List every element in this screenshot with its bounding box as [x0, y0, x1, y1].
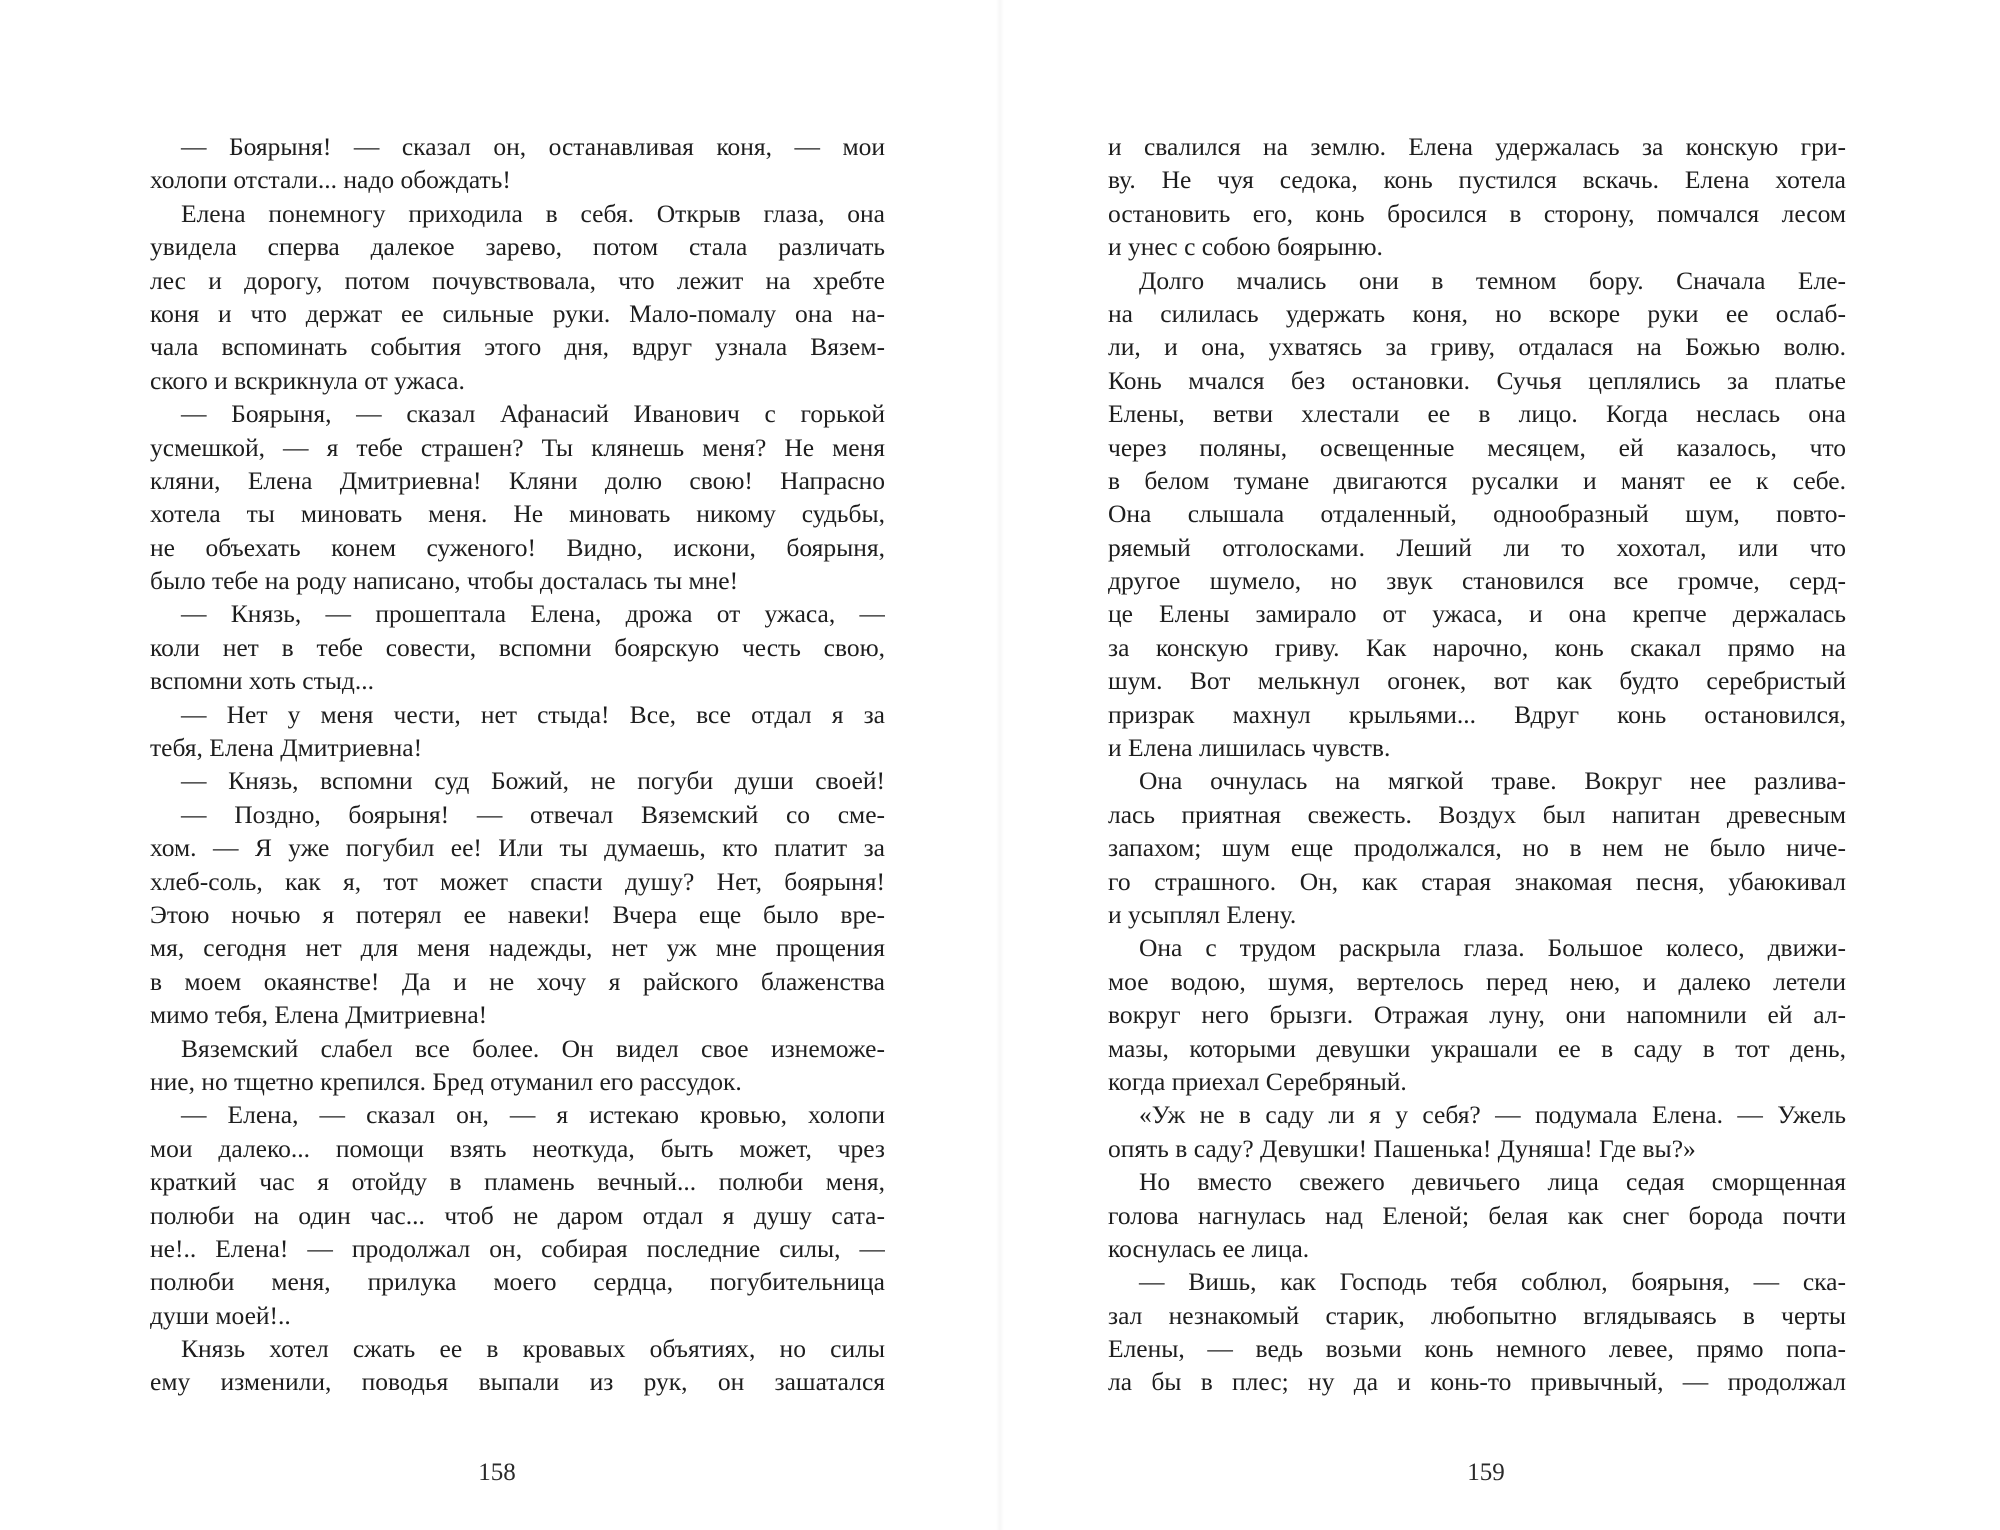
- text-line: Елена понемногу приходила в себя. Открыв глаза, она: [181, 198, 885, 228]
- text-line: через поляны, освещенные месяцем, ей казалось, что: [1108, 432, 1846, 462]
- text-line: го страшного. Он, как старая знакомая песня, убаюкивал: [1108, 866, 1846, 896]
- text-line: увидела сперва далекое зарево, потом стала различать: [150, 232, 885, 262]
- text-line: ла бы в плес; ну да и конь-то привычный, — продолжал: [1108, 1367, 1846, 1397]
- text-line: мазы, которыми девушки украшали ее в саду в тот день,: [1108, 1033, 1846, 1063]
- text-line: Елены, — ведь возьми конь немного левее, прямо попа-: [1108, 1334, 1846, 1364]
- text-line: Она очнулась на мягкой траве. Вокруг нее разлива-: [1139, 766, 1846, 796]
- text-line: — Елена, — сказал он, — я истекаю кровью, холопи: [181, 1100, 885, 1130]
- text-line: — Поздно, боярыня! — отвечал Вяземский со сме-: [181, 799, 885, 829]
- text-line: ского и вскрикнула от ужаса.: [150, 365, 465, 395]
- text-line: когда приехал Серебряный.: [1108, 1066, 1407, 1096]
- text-line: це Елены замирало от ужаса, и она крепче держалась: [1108, 599, 1846, 629]
- text-line: коли нет в тебе совести, вспомни боярскую честь свою,: [150, 632, 885, 662]
- text-line: лась приятная свежесть. Воздух был напитан древесным: [1108, 799, 1846, 829]
- text-line: в белом тумане двигаются русалки и манят ее к себе.: [1108, 465, 1846, 495]
- text-line: не объехать конем суженого! Видно, искони, боярыня,: [150, 532, 885, 562]
- text-line: ли, и она, ухватясь за гриву, отдалася на Божью волю.: [1108, 332, 1846, 362]
- text-line: кляни, Елена Дмитриевна! Кляни долю свою! Напрасно: [150, 465, 885, 495]
- right-page-text: [1108, 130, 1846, 1399]
- text-line: на силилась удержать коня, но вскоре руки ее ослаб-: [1108, 298, 1846, 328]
- text-line: опять в саду? Девушки! Пашенька! Дуняша! Где вы?»: [1108, 1133, 1696, 1163]
- text-line: — Нет у меня чести, нет стыда! Все, все отдал я за: [181, 699, 885, 729]
- text-line: Елены, ветви хлестали ее в лицо. Когда неслась она: [1108, 399, 1846, 429]
- text-line: хотела ты миновать меня. Не миновать никому судьбы,: [150, 499, 885, 529]
- text-line: холопи отстали... надо обождать!: [150, 165, 511, 195]
- text-line: полюби меня, прилука моего сердца, погубительница: [150, 1267, 885, 1297]
- text-line: хлеб-соль, как я, тот может спасти душу? Нет, боярыня!: [150, 866, 885, 896]
- right-page: [1000, 0, 2000, 1530]
- text-line: и Елена лишилась чувств.: [1108, 733, 1391, 763]
- text-line: Князь хотел сжать ее в кровавых объятиях, но силы: [181, 1334, 885, 1364]
- text-line: тебя, Елена Дмитриевна!: [150, 733, 423, 763]
- text-line: запахом; шум еще продолжался, но в нем не было ниче-: [1108, 833, 1846, 863]
- text-line: Но вместо свежего девичьего лица седая сморщенная: [1139, 1167, 1846, 1197]
- text-line: другое шумело, но звук становился все громче, серд-: [1108, 566, 1846, 596]
- text-line: призрак махнул крыльями... Вдруг конь остановился,: [1108, 699, 1846, 729]
- text-line: было тебе на роду написано, чтобы досталась ты мне!: [150, 566, 739, 596]
- text-line: Вяземский слабел все более. Он видел свое изнеможе-: [181, 1033, 885, 1063]
- text-line: полюби на один час... чтоб не даром отдал я душу сата-: [150, 1200, 885, 1230]
- text-line: и унес с собою боярыню.: [1108, 232, 1383, 262]
- text-line: Конь мчался без остановки. Сучья цеплялись за платье: [1108, 365, 1846, 395]
- text-line: шум. Вот мелькнул огонек, вот как будто серебристый: [1108, 666, 1846, 696]
- text-line: и свалился на землю. Елена удержалась за конскую гри-: [1108, 132, 1846, 161]
- text-line: и усыплял Елену.: [1108, 899, 1297, 929]
- text-line: зал незнакомый старик, любопытно вглядываясь в черты: [1108, 1300, 1846, 1330]
- text-line: мя, сегодня нет для меня надежды, нет уж мне прощения: [150, 933, 885, 963]
- text-line: мои далеко... помощи взять неоткуда, быть может, чрез: [150, 1133, 885, 1163]
- text-line: ему изменили, поводья выпали из рук, он зашатался: [150, 1367, 885, 1397]
- text-line: — Вишь, как Господь тебя соблюл, боярыня, — ска-: [1139, 1267, 1846, 1297]
- text-line: остановить его, конь бросился в сторону, помчался лесом: [1108, 198, 1846, 228]
- text-line: ряемый отголосками. Леший ли то хохотал, или что: [1108, 532, 1846, 562]
- text-line: за конскую гриву. Как нарочно, конь скакал прямо на: [1108, 632, 1846, 662]
- text-line: — Боярыня! — сказал он, останавливая коня, — мои: [181, 132, 885, 161]
- text-line: Этою ночью я потерял ее навеки! Вчера еще было вре-: [150, 899, 885, 929]
- left-page-text: [150, 130, 885, 1399]
- text-line: Она слышала отдаленный, однообразный шум, повто-: [1108, 499, 1846, 529]
- text-line: вокруг него брызги. Отражая луну, они напомнили ей ал-: [1108, 1000, 1846, 1030]
- text-line: чала вспоминать события этого дня, вдруг узнала Вязем-: [150, 332, 885, 362]
- text-line: голова нагнулась над Еленой; белая как снег борода почти: [1108, 1200, 1846, 1230]
- text-line: — Князь, — прошептала Елена, дрожа от ужаса, —: [181, 599, 885, 629]
- text-line: краткий час я отойду в пламень вечный... полюби меня,: [150, 1167, 885, 1197]
- text-line: коня и что держат ее сильные руки. Мало-помалу она на-: [150, 298, 885, 328]
- text-line: вспомни хоть стыд...: [150, 666, 374, 696]
- text-line: хом. — Я уже погубил ее! Или ты думаешь, кто платит за: [150, 833, 885, 863]
- text-line: мимо тебя, Елена Дмитриевна!: [150, 1000, 488, 1030]
- text-line: души моей!..: [150, 1300, 291, 1330]
- page-number: 158: [478, 1459, 516, 1486]
- text-line: ву. Не чуя седока, конь пустился вскачь. Елена хотела: [1108, 165, 1846, 195]
- text-line: не!.. Елена! — продолжал он, собирая последние силы, —: [150, 1233, 885, 1263]
- text-line: в моем окаянстве! Да и не хочу я райского блаженства: [150, 966, 885, 996]
- text-line: — Князь, вспомни суд Божий, не погуби души своей!: [181, 766, 885, 796]
- text-line: усмешкой, — я тебе страшен? Ты клянешь меня? Не меня: [150, 432, 885, 462]
- text-line: лес и дорогу, потом почувствовала, что лежит на хребте: [150, 265, 885, 295]
- text-line: Она с трудом раскрыла глаза. Большое колесо, движи-: [1139, 933, 1846, 963]
- text-line: коснулась ее лица.: [1108, 1233, 1310, 1263]
- text-line: ние, но тщетно крепился. Бред отуманил его рассудок.: [150, 1066, 742, 1096]
- page-number: 159: [1467, 1459, 1505, 1486]
- text-line: — Боярыня, — сказал Афанасий Иванович с горькой: [181, 399, 885, 429]
- text-line: мое водою, шумя, вертелось перед нею, и далеко летели: [1108, 966, 1846, 996]
- text-line: Долго мчались они в темном бору. Сначала Еле-: [1139, 265, 1846, 295]
- text-line: «Уж не в саду ли я у себя? — подумала Елена. — Ужель: [1139, 1100, 1846, 1130]
